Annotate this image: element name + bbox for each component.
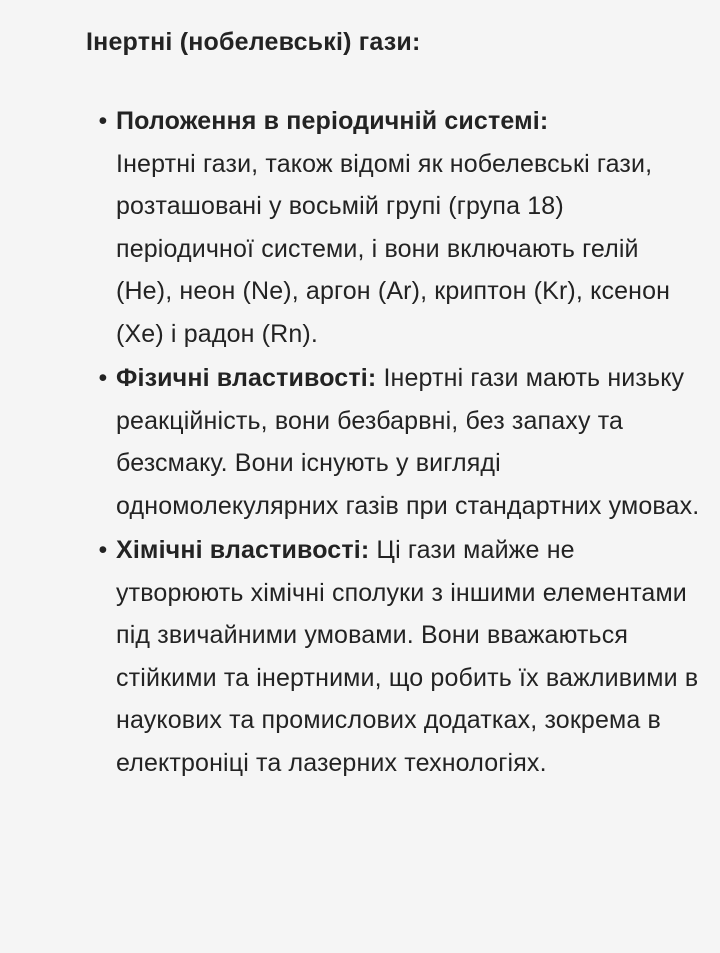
item-term: Положення в періодичній системі: (116, 107, 549, 135)
bullet-icon: • (98, 107, 108, 135)
list-item-physical (98, 357, 700, 527)
item-term: Хімічні властивості: (116, 536, 370, 564)
item-text: Ці гази майже не утворюють хімічні сполуки з іншими елементами під звичайними умовами. Вони вважаються стійкими та інертними, що робить їх важливими в наукових та промислових додатках, зокрема в електроніці та лазерних технологіях. (116, 536, 699, 777)
bullet-icon: • (98, 364, 108, 392)
list-item-chemical (98, 529, 700, 784)
bullet-list (98, 100, 700, 784)
bullet-icon: • (98, 536, 108, 564)
list-item-position (98, 100, 700, 355)
section-heading: Інертні (нобелевські) гази: (86, 28, 421, 56)
item-text: Інертні гази мають низьку реакційність, вони безбарвні, без запаху та безсмаку. Вони існують у вигляді одномолекулярних газів при стандартних умовах. (116, 364, 700, 520)
item-text: Інертні гази, також відомі як нобелевські гази, розташовані у восьмій групі (група 18) періодичної системи, і вони включають гелій (He), неон (Ne), аргон (Ar), криптон (Kr), ксенон (Xe) і радон (Rn). (116, 149, 671, 348)
item-term: Фізичні властивості: (116, 364, 377, 392)
